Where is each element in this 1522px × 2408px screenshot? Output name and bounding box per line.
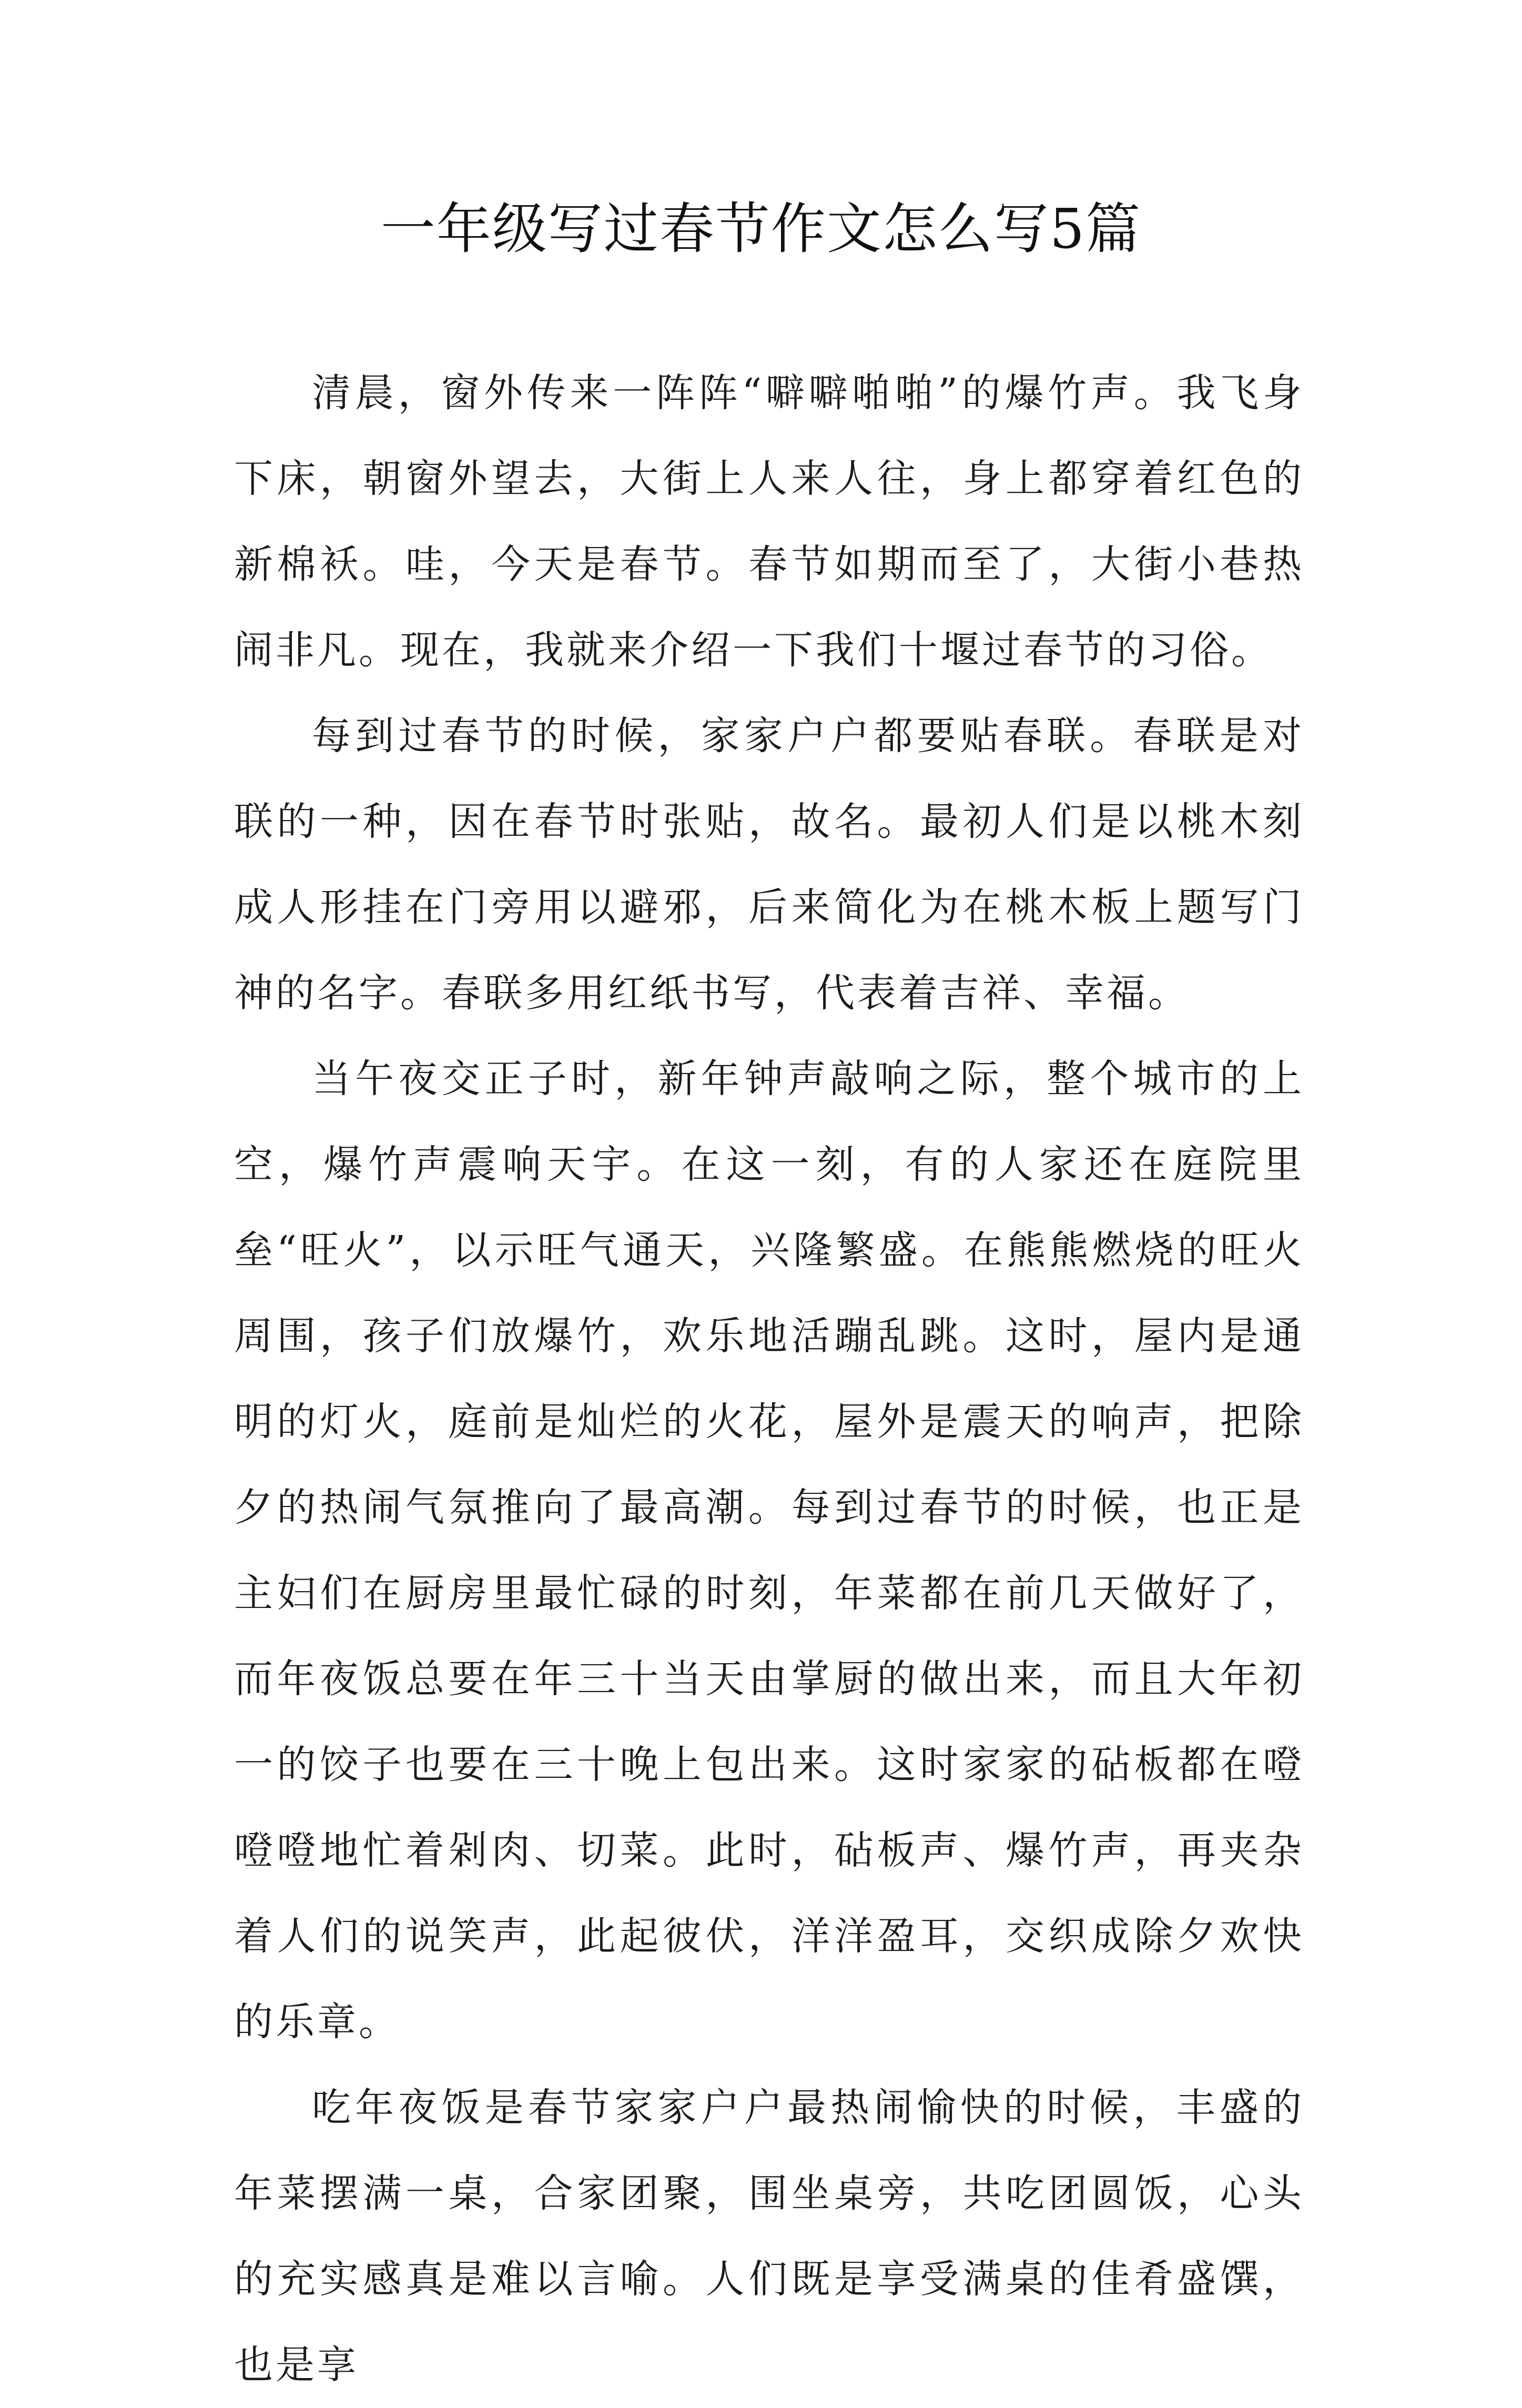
paragraph: 当午夜交正子时，新年钟声敲响之际，整个城市的上空，爆竹声震响天宇。在这一刻，有的人家还在庭院里垒“旺火”，以示旺气通天，兴隆繁盛。在熊熊燃烧的旺火周围，孩子们放爆竹，欢乐地活蹦乱跳。这时，屋内是通明的灯火，庭前是灿烂的火花，屋外是震天的响声，把除夕的热闹气氛推向了最高潮。每到过春节的时候，也正是主妇们在厨房里最忙碌的时刻，年菜都在前几天做好了，而年夜饭总要在年三十当天由掌厨的做出来，而且大年初一的饺子也要在三十晚上包出来。这时家家的砧板都在噔噔噔地忙着剁肉、切菜。此时，砧板声、爆竹声，再夹杂着人们的说笑声，此起彼伏，洋洋盈耳，交织成除夕欢快的乐章。	[234, 1056, 1304, 2045]
paragraph: 每到过春节的时候，家家户户都要贴春联。春联是对联的一种，因在春节时张贴，故名。最初人们是以桃木刻成人形挂在门旁用以避邪，后来简化为在桃木板上题写门神的名字。春联多用红纸书写，代表着吉祥、幸福。	[234, 713, 1304, 1016]
paragraph: 吃年夜饭是春节家家户户最热闹愉快的时候，丰盛的年菜摆满一桌，合家团聚，围坐桌旁，共吃团圆饭，心头的充实感真是难以言喻。人们既是享受满桌的佳肴盛馔，也是享	[234, 2085, 1304, 2387]
document-body	[234, 350, 1304, 2408]
paragraph: 清晨，窗外传来一阵阵“噼噼啪啪”的爆竹声。我飞身下床，朝窗外望去，大街上人来人往，身上都穿着红色的新棉袄。哇，今天是春节。春节如期而至了，大街小巷热闹非凡。现在，我就来介绍一下我们十堰过春节的习俗。	[234, 370, 1304, 673]
document-title: 一年级写过春节作文怎么写5篇	[380, 197, 1142, 261]
